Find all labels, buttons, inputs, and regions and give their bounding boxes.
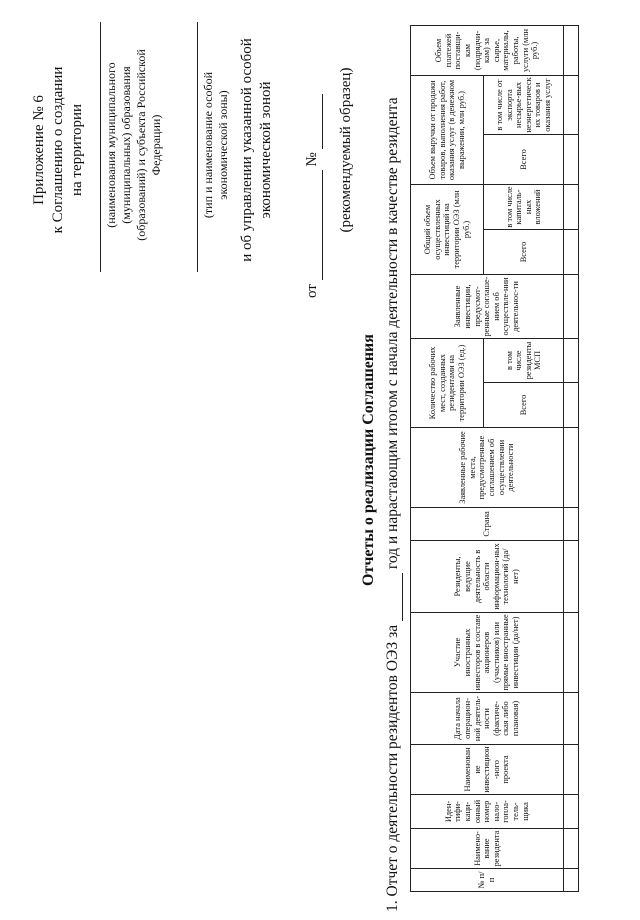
appendix-territory: на территории: [69, 103, 85, 197]
section-title-suffix: год и нарастающим итогом с начала деятельности в качестве резидента: [384, 97, 401, 570]
date-fill-line: [303, 170, 323, 280]
header-jobs-all: Всего: [484, 383, 564, 428]
header-sales-export: в том числе от экспорта несырье-вых неэнергетических товаров и оказания услуг: [484, 76, 564, 135]
zone-type-caption: (тип и наименование особой экономической зоны): [201, 71, 230, 219]
table-cell: [564, 745, 579, 795]
header-project-name: Наименование инвестицион-ного проекта: [411, 745, 564, 795]
date-number-row: [303, 18, 323, 298]
header-declared-jobs: Заявленные рабочие места, предусмотренные соглашением об осуществлении деятельности: [411, 428, 564, 508]
resident-report-table: [410, 25, 579, 892]
zone-type-fill-line: [197, 22, 198, 272]
table-cell: [564, 26, 579, 76]
table-cell: [564, 230, 579, 275]
header-start-date: Дата начала операцион-ной деятель-ности (фактиче-ская либо плановая): [411, 693, 564, 745]
header-foreign-investors: Участие иностранных инвесторов в составе акционеров (участников) или прямые иностранные инвестиции (да/нет): [411, 613, 564, 693]
table-cell: [564, 76, 579, 135]
reports-title: Отчеты о реализации Соглашения: [360, 334, 377, 586]
table-header-row-1: [411, 26, 484, 892]
section-title-prefix: 1. Отчет о деятельности резидентов ОЭЗ за: [384, 624, 401, 912]
number-fill-line: [303, 94, 323, 149]
section-title: [384, 2, 403, 912]
municipal-caption: (наименования муниципального (муниципальных) образования (образований) и субъекта Российской Федерации): [104, 49, 163, 241]
table-cell: [564, 613, 579, 693]
zone-management-title: и об управлении указанной особой экономической зоной: [239, 38, 274, 262]
header-country: Страна: [411, 508, 564, 541]
table-cell: [564, 428, 579, 508]
table-cell: [564, 541, 579, 613]
table-cell: [564, 383, 579, 428]
municipal-fill-line: [100, 22, 101, 272]
header-sales-volume: Объем выручки от продажи товаров, выполнения работ, оказания услуг (в денежном выражении, млн руб.): [411, 76, 484, 185]
table-cell: [564, 135, 579, 185]
date-from-label: от: [304, 284, 320, 298]
header-declared-investments: Заявленные инвестиции, предусмот-ренные соглаше-нием об осуществле-нии деятельнос-ти: [411, 275, 564, 339]
header-sales-all: Всего: [484, 135, 564, 185]
table-cell: [564, 185, 579, 230]
table-cell: [564, 869, 579, 892]
table-cell: [564, 693, 579, 745]
table-cell: [564, 795, 579, 829]
recommended-sample-note: (рекомендуемый образец): [338, 67, 354, 233]
table-cell: [564, 508, 579, 541]
table-cell: [564, 829, 579, 869]
header-jobs-created: Количество рабочих мест, созданных резидентами на территории ОЭЗ (ед.): [411, 339, 484, 428]
header-investments-all: Всего: [484, 230, 564, 275]
header-it-residents: Резиденты, ведущие деятельность в области информацион-ных технологий (да/нет): [411, 541, 564, 613]
year-fill-line: [384, 573, 403, 621]
table-cell: [564, 275, 579, 339]
header-jobs-sme: в том числе резиденты МСП: [484, 339, 564, 383]
header-no: № п/п: [411, 869, 564, 892]
number-label: №: [304, 152, 320, 167]
appendix-header: [30, 30, 87, 270]
header-investments-total: Общий объем осуществленных инвестиций на территории ОЭЗ (млн руб.): [411, 185, 484, 275]
table-cell: [564, 339, 579, 383]
appendix-reference: к Соглашению о создании: [50, 66, 66, 234]
header-capital-investments: в том числе капиталь-ных вложений: [484, 185, 564, 230]
header-supplier-payments: Объем платежей поставщи-кам (подрядчи-кам) за сырье, материалы, работы, услуги (млн руб.): [411, 26, 564, 76]
table-row: [564, 26, 579, 892]
header-taxpayer-id: Иден-тифи-каци-онный номер нало-гопла-тель-щика: [411, 795, 564, 829]
appendix-number: Приложение № 6: [31, 95, 47, 205]
header-resident-name: Наимено-вание резидента: [411, 829, 564, 869]
